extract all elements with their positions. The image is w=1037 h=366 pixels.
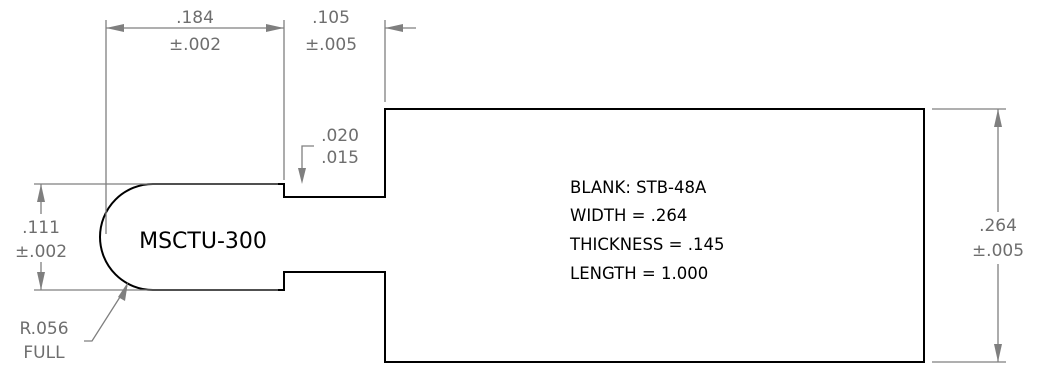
dim-tab-height-tolerance: ±.002 [14, 242, 68, 262]
blank-info-width: WIDTH = .264 [570, 206, 688, 225]
dim-radius-note: FULL [23, 343, 65, 363]
dim-step-offset-nominal: .105 [312, 8, 350, 28]
dim-notch-depth [298, 126, 359, 184]
dim-step-offset-tolerance: ±.005 [304, 35, 358, 55]
part-number-label: MSCTU-300 [139, 229, 267, 254]
dim-tab-length-nominal: .184 [176, 8, 214, 28]
blank-info-blank: BLANK: STB-48A [570, 178, 707, 197]
dim-radius [19, 282, 128, 363]
extension-lines [34, 20, 1006, 362]
dim-tab-height-nominal: .111 [22, 218, 60, 238]
dim-notch-upper: .020 [321, 126, 359, 146]
dim-tab-length [106, 8, 284, 55]
dim-tab-length-tolerance: ±.002 [168, 35, 222, 55]
blank-info [569, 178, 724, 283]
dim-blank-width-tolerance: ±.005 [971, 241, 1025, 261]
blank-info-length: LENGTH = 1.000 [570, 264, 709, 283]
dim-tab-height [15, 184, 67, 290]
dim-step-offset [305, 8, 416, 55]
dim-blank-width [972, 109, 1024, 362]
dim-blank-width-nominal: .264 [979, 216, 1017, 236]
blank-info-thickness: THICKNESS = .145 [570, 235, 725, 254]
dim-radius-value: R.056 [19, 319, 69, 339]
dim-notch-lower: .015 [321, 148, 359, 168]
